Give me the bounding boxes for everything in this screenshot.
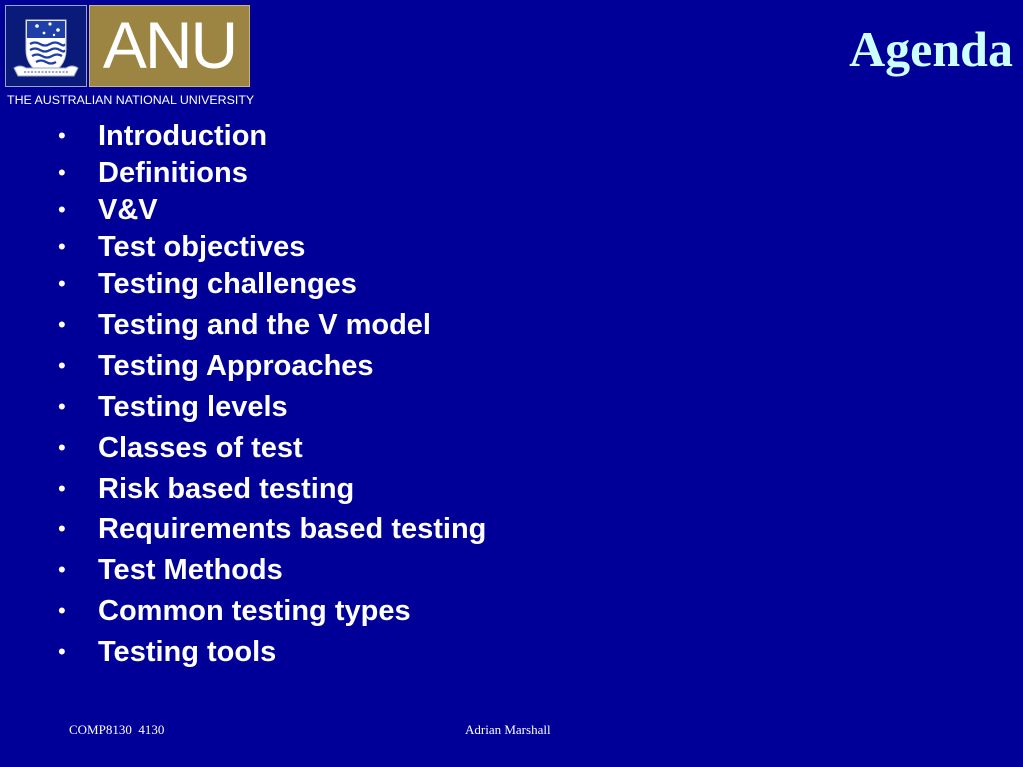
agenda-item-label: Risk based testing <box>98 473 355 505</box>
agenda-item-label: Classes of test <box>98 432 303 464</box>
bullet-icon: • <box>58 123 66 148</box>
bullet-icon: • <box>58 639 66 664</box>
agenda-item-label: Test Methods <box>98 554 283 586</box>
footer-course-code: COMP8130 4130 <box>69 722 165 737</box>
anu-logo <box>5 5 255 111</box>
agenda-item-label: Requirements based testing <box>98 513 487 545</box>
bullet-icon: • <box>58 160 66 185</box>
bullet-icon: • <box>58 394 66 419</box>
agenda-item-label: Testing tools <box>98 636 277 668</box>
agenda-item-label: Testing levels <box>98 391 288 423</box>
bullet-icon: • <box>58 271 66 296</box>
bullet-icon: • <box>58 435 66 460</box>
bullet-icon: • <box>58 234 66 259</box>
agenda-item-label: Common testing types <box>98 595 411 627</box>
bullet-icon: • <box>58 476 66 501</box>
university-name-caption: THE AUSTRALIAN NATIONAL UNIVERSITY <box>7 93 255 107</box>
agenda-item-label: V&V <box>98 194 158 226</box>
agenda-item-label: Test objectives <box>98 231 306 263</box>
bullet-icon: • <box>58 197 66 222</box>
slide-title: Agenda <box>849 21 1013 77</box>
agenda-item-label: Definitions <box>98 157 248 189</box>
anu-wordmark <box>89 5 250 87</box>
university-crest-icon <box>5 5 87 87</box>
agenda-item-label: Testing and the V model <box>98 309 431 341</box>
bullet-icon: • <box>58 516 66 541</box>
bullet-icon: • <box>58 598 66 623</box>
anu-wordmark-text: ANU <box>102 8 237 82</box>
agenda-item-label: Testing challenges <box>98 268 357 300</box>
agenda-item-label: Introduction <box>98 120 268 152</box>
footer-author: Adrian Marshall <box>465 722 551 737</box>
agenda-item-label: Testing Approaches <box>98 350 374 382</box>
bullet-icon: • <box>58 312 66 337</box>
bullet-icon: • <box>58 353 66 378</box>
bullet-icon: • <box>58 557 66 582</box>
